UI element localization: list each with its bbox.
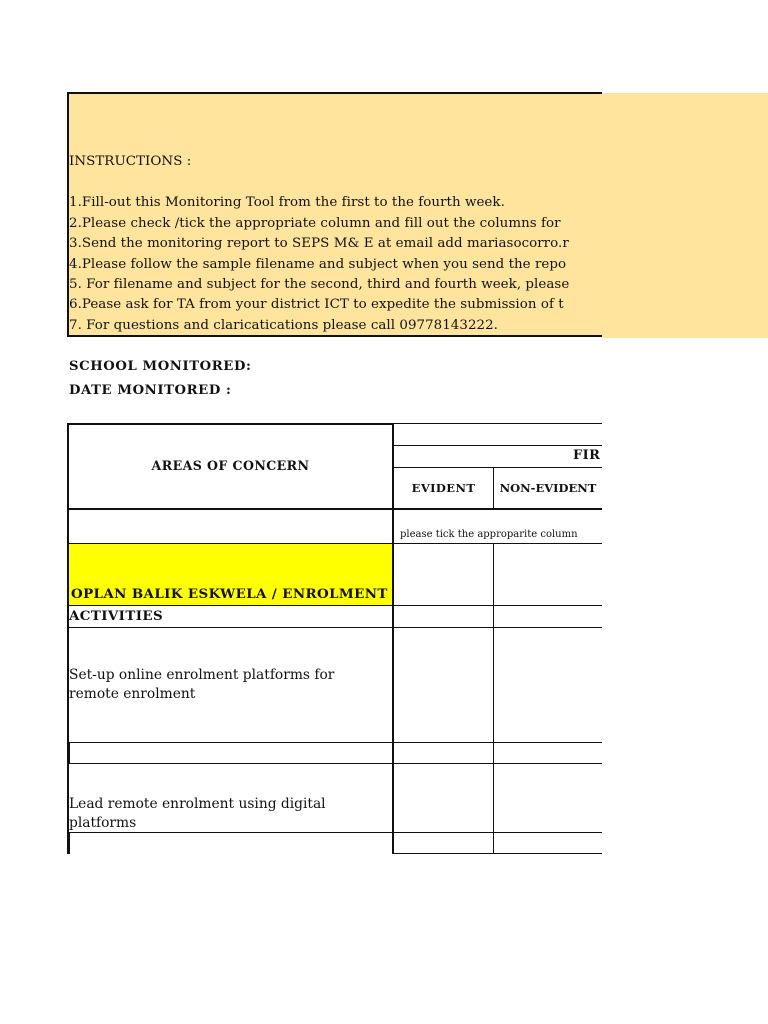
non-evident-column-header: NON-EVIDENT: [499, 481, 597, 495]
instruction-item-1: 1.Fill-out this Monitoring Tool from the first to the fourth week.: [69, 195, 505, 210]
instruction-band-overflow: [602, 93, 768, 338]
date-monitored-label: DATE MONITORED :: [69, 383, 232, 398]
activity-row-2: Lead remote enrolment using digital platforms: [69, 796, 326, 831]
activities-label: ACTIVITIES: [69, 608, 164, 624]
instruction-item-5: 5. For filename and subject for the second, third and fourth week, please: [69, 277, 570, 292]
section-title: OPLAN BALIK ESKWELA / ENROLMENT: [71, 586, 388, 602]
instruction-item-2: 2.Please check /tick the appropriate column and fill out the columns for: [69, 216, 561, 231]
instructions-heading: INSTRUCTIONS :: [69, 154, 192, 169]
activity-row-1: Set-up online enrolment platforms for remote enrolment: [69, 667, 335, 702]
areas-of-concern-header: AREAS OF CONCERN: [151, 458, 310, 473]
school-monitored-label: SCHOOL MONITORED:: [69, 359, 252, 374]
first-week-header: FIR: [573, 448, 601, 463]
instruction-item-6: 6.Pease ask for TA from your district ICT to expedite the submission of t: [69, 297, 564, 312]
instruction-item-7: 7. For questions and claricatications please call 09778143222.: [69, 318, 498, 333]
instruction-item-4: 4.Please follow the sample filename and subject when you send the repo: [69, 257, 567, 272]
instruction-item-3: 3.Send the monitoring report to SEPS M& E at email add mariasocorro.r: [69, 236, 569, 251]
tick-instruction-note: please tick the approparite column: [400, 529, 578, 540]
evident-column-header: EVIDENT: [411, 481, 476, 495]
